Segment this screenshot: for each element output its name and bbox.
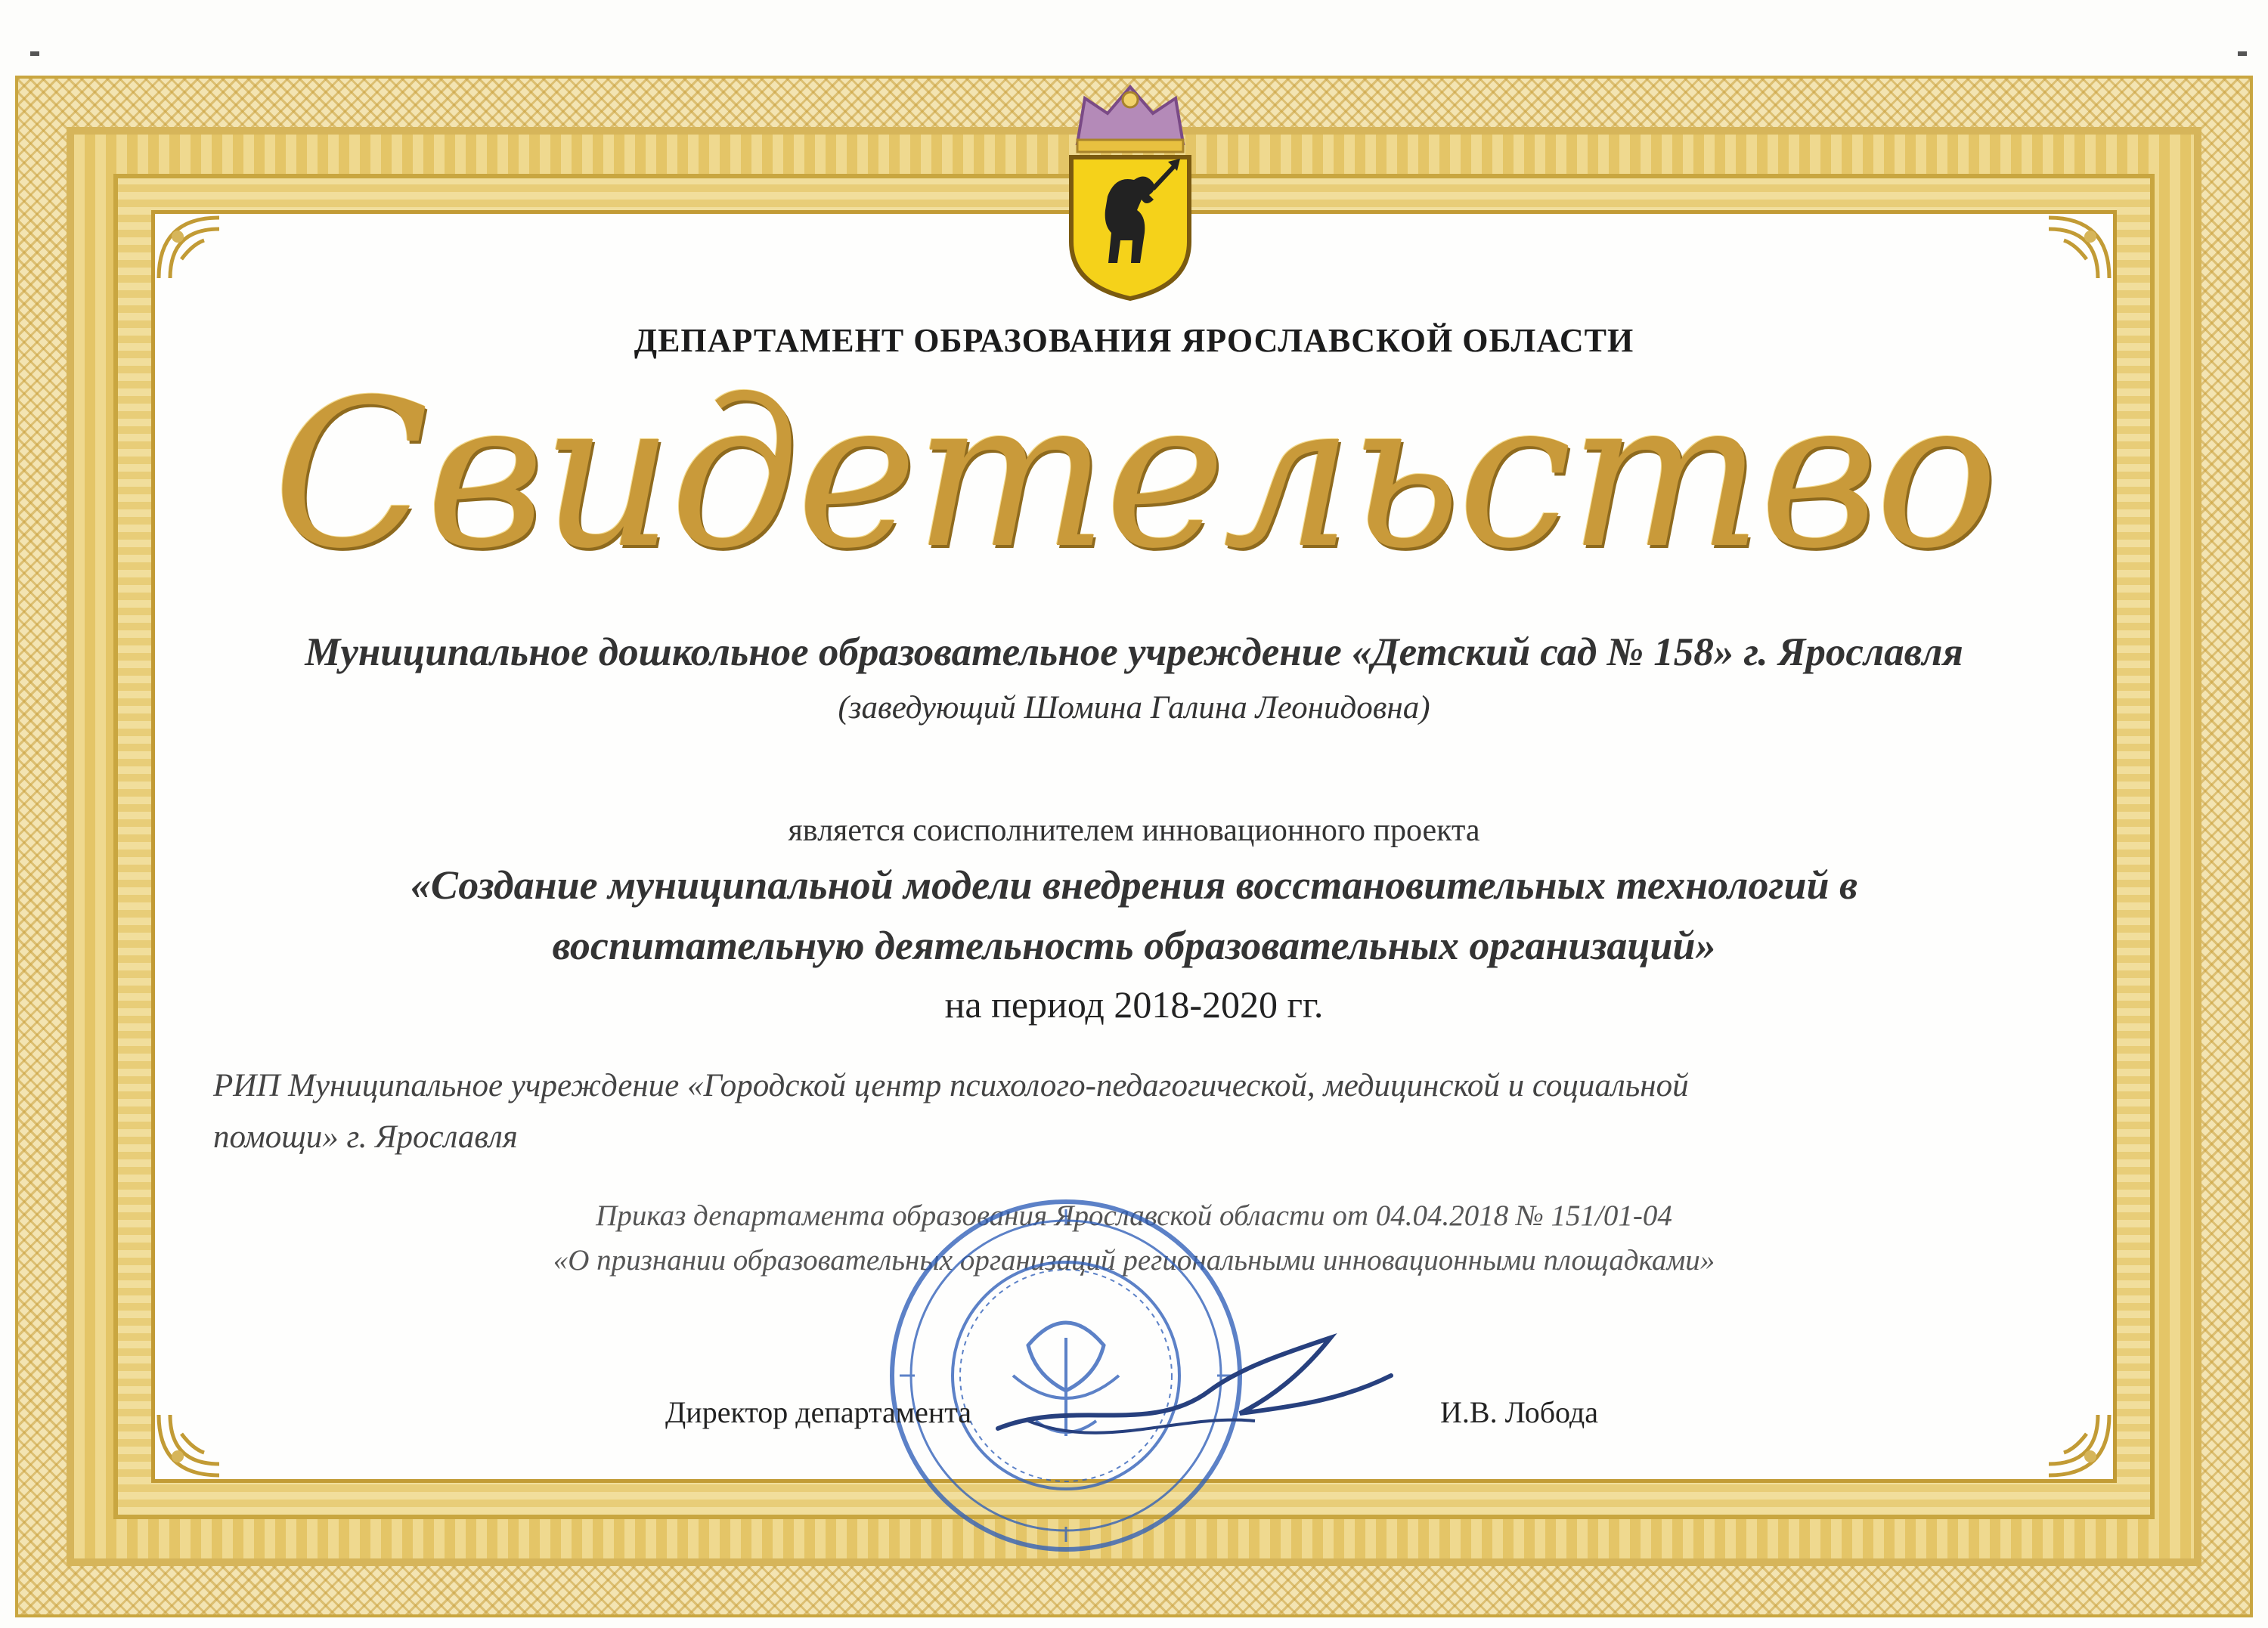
corner-ornament-icon bbox=[155, 214, 223, 282]
certificate-title: Свидетельство bbox=[272, 355, 1996, 593]
corner-ornament-icon bbox=[155, 1411, 223, 1479]
handwritten-signature bbox=[983, 1308, 1406, 1459]
project-period: на период 2018-2020 гг. bbox=[944, 983, 1324, 1026]
order-reference-line-2: «О признании образовательных организаций региональными инновационными площадками» bbox=[553, 1244, 1715, 1277]
signatory-title: Директор департамента bbox=[665, 1395, 971, 1429]
scan-mark bbox=[2238, 51, 2247, 56]
organization-name: Муниципальное дошкольное образовательное учреждение «Детский сад № 158» г. Ярославля bbox=[305, 630, 1963, 674]
role-statement: является соисполнителем инновационного проекта bbox=[788, 813, 1480, 848]
project-title-line-1: «Создание муниципальной модели внедрения восстановительных технологий в bbox=[410, 862, 1858, 908]
department-heading: ДЕПАРТАМЕНТ ОБРАЗОВАНИЯ ЯРОСЛАВСКОЙ ОБЛАСТИ bbox=[634, 322, 1634, 359]
corner-ornament-icon bbox=[2045, 214, 2113, 282]
order-reference-line-1: Приказ департамента образования Ярославской области от 04.04.2018 № 151/01-04 bbox=[596, 1199, 1672, 1232]
signatory-name: И.В. Лобода bbox=[1440, 1395, 1599, 1429]
project-title-line-2: воспитательную деятельность образовательных организаций» bbox=[552, 923, 1716, 968]
rip-line-1: РИП Муниципальное учреждение «Городской центр психолого-педагогической, медицинской и социальной bbox=[213, 1068, 1689, 1103]
rip-line-2: помощи» г. Ярославля bbox=[213, 1119, 518, 1155]
corner-ornament-icon bbox=[2045, 1411, 2113, 1479]
organization-head: (заведующий Шомина Галина Леонидовна) bbox=[838, 690, 1430, 726]
coat-of-arms-icon bbox=[1055, 83, 1206, 302]
scan-mark bbox=[30, 51, 39, 56]
